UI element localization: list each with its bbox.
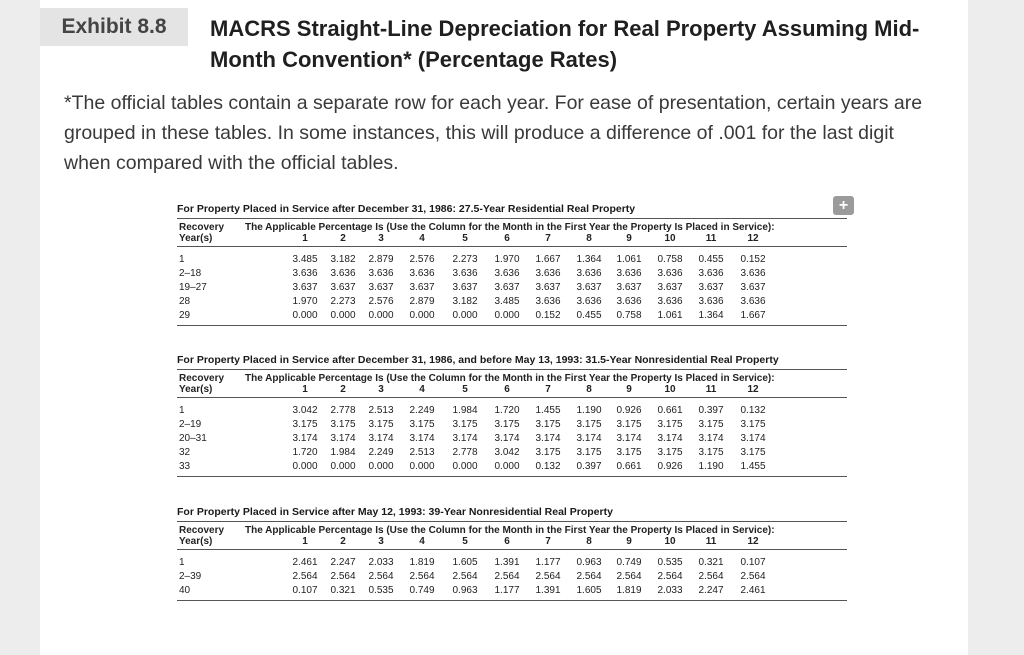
percentage-cell: 0.661: [616, 461, 642, 472]
percentage-cell: 1.720: [292, 447, 318, 458]
percentage-cell: 0.926: [657, 461, 683, 472]
month-header: 9: [626, 384, 632, 395]
month-header: 4: [419, 536, 425, 547]
month-header: 8: [586, 233, 592, 244]
percentage-cell: 3.175: [368, 419, 394, 430]
percentage-cell: 1.984: [330, 447, 356, 458]
percentage-cell: 3.174: [740, 433, 766, 444]
table-row: [177, 417, 847, 431]
month-header: 7: [545, 384, 551, 395]
month-header: 11: [705, 384, 717, 395]
month-header: 12: [747, 384, 759, 395]
percentage-cell: 1.605: [452, 557, 478, 568]
percentage-cell: 1.667: [740, 310, 766, 321]
table-27-5-year-residential: [177, 203, 847, 326]
percentage-cell: 2.576: [368, 296, 394, 307]
month-header: 5: [462, 233, 468, 244]
percentage-cell: 0.152: [740, 254, 766, 265]
recovery-year: 33: [179, 461, 191, 472]
table-header: [177, 522, 847, 550]
percentage-cell: 2.564: [535, 571, 561, 582]
recovery-year: 40: [179, 585, 191, 596]
percentage-cell: 3.636: [535, 296, 561, 307]
percentage-cell: 2.564: [740, 571, 766, 582]
table-row: [177, 308, 847, 322]
table-39-year-nonresidential: [177, 506, 847, 601]
percentage-cell: 0.000: [292, 310, 318, 321]
percentage-cell: 0.535: [368, 585, 394, 596]
percentage-cell: 3.175: [657, 447, 683, 458]
percentage-cell: 2.564: [698, 571, 724, 582]
exhibit-card: [40, 0, 968, 655]
recovery-label: Recovery: [179, 373, 225, 384]
month-header: 7: [545, 536, 551, 547]
percentage-cell: 1.667: [535, 254, 561, 265]
percentage-cell: 2.461: [740, 585, 766, 596]
percentage-cell: 3.174: [452, 433, 478, 444]
recovery-year: 2–18: [179, 268, 202, 279]
percentage-cell: 2.249: [368, 447, 394, 458]
table-header: [177, 219, 847, 247]
percentage-cell: 3.175: [535, 419, 561, 430]
percentage-cell: 0.963: [576, 557, 602, 568]
table-row: [177, 583, 847, 597]
table-row: [177, 280, 847, 294]
percentage-cell: 2.564: [452, 571, 478, 582]
percentage-cell: 3.174: [698, 433, 724, 444]
month-header: 9: [626, 233, 632, 244]
month-header: 7: [545, 233, 551, 244]
percentage-cell: 0.397: [698, 405, 724, 416]
percentage-cell: 3.637: [740, 282, 766, 293]
table-body: [177, 398, 847, 477]
percentage-cell: 3.175: [698, 419, 724, 430]
percentage-cell: 3.636: [740, 296, 766, 307]
recovery-year: 2–19: [179, 419, 202, 430]
percentage-cell: 0.000: [494, 310, 520, 321]
percentage-cell: 0.152: [535, 310, 561, 321]
percentage-cell: 0.000: [368, 461, 394, 472]
percentage-cell: 3.637: [452, 282, 478, 293]
percentage-cell: 0.535: [657, 557, 683, 568]
percentage-cell: 0.000: [368, 310, 394, 321]
percentage-cell: 1.819: [616, 585, 642, 596]
month-header: 6: [504, 384, 510, 395]
percentage-cell: 2.461: [292, 557, 318, 568]
table-title: For Property Placed in Service after December 31, 1986, and before May 13, 1993: 31.5-Year Nonresidential Real Property: [177, 354, 847, 370]
month-header: 12: [747, 233, 759, 244]
percentage-cell: 3.174: [292, 433, 318, 444]
percentage-cell: 3.175: [494, 419, 520, 430]
percentage-cell: 0.000: [452, 310, 478, 321]
percentage-cell: 3.637: [576, 282, 602, 293]
percentage-cell: 3.175: [535, 447, 561, 458]
month-header: 9: [626, 536, 632, 547]
percentage-cell: 1.364: [698, 310, 724, 321]
percentage-cell: 2.033: [657, 585, 683, 596]
percentage-cell: 3.175: [292, 419, 318, 430]
month-header: 5: [462, 536, 468, 547]
month-header: 6: [504, 536, 510, 547]
table-body: [177, 550, 847, 601]
table-row: [177, 555, 847, 569]
table-row: [177, 252, 847, 266]
month-header: 2: [340, 384, 346, 395]
percentage-cell: 3.174: [368, 433, 394, 444]
percentage-cell: 2.879: [409, 296, 435, 307]
month-header: 11: [705, 536, 717, 547]
percentage-cell: 1.061: [657, 310, 683, 321]
percentage-cell: 3.174: [330, 433, 356, 444]
percentage-cell: 3.175: [740, 447, 766, 458]
percentage-cell: 0.321: [330, 585, 356, 596]
table-row: [177, 459, 847, 473]
table-title: For Property Placed in Service after May 12, 1993: 39-Year Nonresidential Real Property: [177, 506, 847, 522]
month-header: 8: [586, 384, 592, 395]
percentage-cell: 3.485: [494, 296, 520, 307]
table-body: [177, 247, 847, 326]
percentage-cell: 2.576: [409, 254, 435, 265]
month-header: 6: [504, 233, 510, 244]
percentage-cell: 3.636: [494, 268, 520, 279]
recovery-label: Recovery: [179, 525, 225, 536]
recovery-year: 32: [179, 447, 191, 458]
percentage-cell: 3.175: [616, 447, 642, 458]
percentage-cell: 3.042: [494, 447, 520, 458]
percentage-cell: 0.132: [535, 461, 561, 472]
month-header: 4: [419, 233, 425, 244]
percentage-cell: 2.564: [292, 571, 318, 582]
percentage-cell: 3.175: [452, 419, 478, 430]
percentage-cell: 0.000: [452, 461, 478, 472]
percentage-cell: 0.000: [292, 461, 318, 472]
percentage-cell: 0.963: [452, 585, 478, 596]
percentage-cell: 2.513: [368, 405, 394, 416]
exhibit-label: Exhibit 8.8: [40, 8, 188, 46]
percentage-cell: 2.513: [409, 447, 435, 458]
percentage-cell: 3.636: [452, 268, 478, 279]
percentage-cell: 3.174: [576, 433, 602, 444]
percentage-cell: 1.970: [292, 296, 318, 307]
percentage-cell: 3.175: [330, 419, 356, 430]
percentage-cell: 3.182: [330, 254, 356, 265]
percentage-cell: 3.174: [494, 433, 520, 444]
percentage-cell: 3.636: [576, 268, 602, 279]
month-header: 10: [664, 233, 676, 244]
recovery-year: 1: [179, 557, 185, 568]
table-title: For Property Placed in Service after December 31, 1986: 27.5-Year Residential Real Property: [177, 203, 847, 219]
month-header: 1: [302, 384, 308, 395]
percentage-cell: 2.879: [368, 254, 394, 265]
applicable-percentage-label: The Applicable Percentage Is (Use the Column for the Month in the First Year the Property Is Placed in Service):: [245, 222, 775, 233]
table-row: [177, 431, 847, 445]
month-header: 1: [302, 536, 308, 547]
table-row: [177, 445, 847, 459]
recovery-year: 2–39: [179, 571, 202, 582]
percentage-cell: 1.190: [576, 405, 602, 416]
years-label: Year(s): [179, 536, 213, 547]
table-row: [177, 403, 847, 417]
percentage-cell: 3.637: [409, 282, 435, 293]
percentage-cell: 1.984: [452, 405, 478, 416]
percentage-cell: 0.132: [740, 405, 766, 416]
month-header: 10: [664, 384, 676, 395]
percentage-cell: 3.175: [657, 419, 683, 430]
percentage-cell: 3.636: [657, 296, 683, 307]
recovery-year: 1: [179, 405, 185, 416]
month-header: 2: [340, 536, 346, 547]
recovery-year: 29: [179, 310, 191, 321]
percentage-cell: 1.970: [494, 254, 520, 265]
percentage-cell: 3.636: [368, 268, 394, 279]
percentage-cell: 2.564: [409, 571, 435, 582]
table-row: [177, 569, 847, 583]
percentage-cell: 3.174: [616, 433, 642, 444]
recovery-year: 20–31: [179, 433, 207, 444]
month-header: 12: [747, 536, 759, 547]
percentage-cell: 1.391: [494, 557, 520, 568]
table-row: [177, 266, 847, 280]
exhibit-note: *The official tables contain a separate row for each year. For ease of presentation, certain years are grouped in these tables. In some instances, this will produce a difference of .001 for the last digit when compared with the official tables.: [64, 92, 923, 174]
percentage-cell: 3.174: [535, 433, 561, 444]
month-header: 8: [586, 536, 592, 547]
percentage-cell: 3.174: [657, 433, 683, 444]
percentage-cell: 3.637: [368, 282, 394, 293]
percentage-cell: 3.637: [616, 282, 642, 293]
percentage-cell: 3.175: [576, 419, 602, 430]
month-header: 11: [705, 233, 717, 244]
percentage-cell: 1.190: [698, 461, 724, 472]
percentage-cell: 2.564: [576, 571, 602, 582]
recovery-label: Recovery: [179, 222, 225, 233]
percentage-cell: 3.636: [616, 268, 642, 279]
percentage-cell: 3.636: [576, 296, 602, 307]
percentage-cell: 2.273: [330, 296, 356, 307]
percentage-cell: 2.564: [616, 571, 642, 582]
percentage-cell: 3.636: [657, 268, 683, 279]
recovery-year: 28: [179, 296, 191, 307]
percentage-cell: 0.000: [330, 461, 356, 472]
percentage-cell: 1.819: [409, 557, 435, 568]
percentage-cell: 3.175: [409, 419, 435, 430]
years-label: Year(s): [179, 384, 213, 395]
month-header: 10: [664, 536, 676, 547]
percentage-cell: 2.247: [330, 557, 356, 568]
percentage-cell: 1.455: [535, 405, 561, 416]
percentage-cell: 3.636: [330, 268, 356, 279]
percentage-cell: 0.758: [616, 310, 642, 321]
applicable-percentage-label: The Applicable Percentage Is (Use the Column for the Month in the First Year the Property Is Placed in Service):: [245, 373, 775, 384]
percentage-cell: 1.177: [494, 585, 520, 596]
percentage-cell: 0.661: [657, 405, 683, 416]
percentage-cell: 0.107: [292, 585, 318, 596]
percentage-cell: 3.636: [698, 268, 724, 279]
percentage-cell: 0.321: [698, 557, 724, 568]
month-header: 3: [378, 384, 384, 395]
percentage-cell: 3.182: [452, 296, 478, 307]
recovery-year: 19–27: [179, 282, 207, 293]
percentage-cell: 3.175: [616, 419, 642, 430]
percentage-cell: 3.175: [698, 447, 724, 458]
percentage-cell: 3.637: [657, 282, 683, 293]
recovery-year: 1: [179, 254, 185, 265]
percentage-cell: 2.564: [494, 571, 520, 582]
percentage-cell: 3.637: [330, 282, 356, 293]
percentage-cell: 1.605: [576, 585, 602, 596]
percentage-cell: 2.033: [368, 557, 394, 568]
percentage-cell: 3.636: [535, 268, 561, 279]
table-31-5-year-nonresidential: [177, 354, 847, 477]
percentage-cell: 3.637: [535, 282, 561, 293]
table-header: [177, 370, 847, 398]
exhibit-title: MACRS Straight-Line Depreciation for Real Property Assuming Mid-Month Convention* (Percentage Rates): [210, 16, 920, 72]
month-header: 5: [462, 384, 468, 395]
percentage-cell: 0.000: [409, 310, 435, 321]
percentage-cell: 3.485: [292, 254, 318, 265]
month-header: 4: [419, 384, 425, 395]
percentage-cell: 0.000: [409, 461, 435, 472]
percentage-cell: 3.174: [409, 433, 435, 444]
percentage-cell: 3.637: [292, 282, 318, 293]
percentage-cell: 0.455: [576, 310, 602, 321]
percentage-cell: 2.564: [330, 571, 356, 582]
percentage-cell: 2.564: [657, 571, 683, 582]
percentage-cell: 3.637: [698, 282, 724, 293]
percentage-cell: 3.636: [698, 296, 724, 307]
percentage-cell: 1.364: [576, 254, 602, 265]
percentage-cell: 2.249: [409, 405, 435, 416]
percentage-cell: 1.455: [740, 461, 766, 472]
percentage-cell: 0.000: [330, 310, 356, 321]
percentage-cell: 0.926: [616, 405, 642, 416]
percentage-cell: 3.175: [740, 419, 766, 430]
month-header: 1: [302, 233, 308, 244]
percentage-cell: 2.778: [452, 447, 478, 458]
percentage-cell: 2.247: [698, 585, 724, 596]
month-header: 3: [378, 233, 384, 244]
table-row: [177, 294, 847, 308]
applicable-percentage-label: The Applicable Percentage Is (Use the Column for the Month in the First Year the Property Is Placed in Service):: [245, 525, 775, 536]
percentage-cell: 2.564: [368, 571, 394, 582]
percentage-cell: 0.758: [657, 254, 683, 265]
percentage-cell: 1.391: [535, 585, 561, 596]
years-label: Year(s): [179, 233, 213, 244]
percentage-cell: 0.749: [409, 585, 435, 596]
month-header: 3: [378, 536, 384, 547]
percentage-cell: 0.107: [740, 557, 766, 568]
percentage-cell: 3.636: [292, 268, 318, 279]
percentage-cell: 2.273: [452, 254, 478, 265]
percentage-cell: 1.720: [494, 405, 520, 416]
month-header: 2: [340, 233, 346, 244]
percentage-cell: 3.636: [616, 296, 642, 307]
percentage-cell: 0.397: [576, 461, 602, 472]
percentage-cell: 3.636: [740, 268, 766, 279]
percentage-cell: 3.637: [494, 282, 520, 293]
percentage-cell: 3.175: [576, 447, 602, 458]
expand-plus-button[interactable]: +: [833, 196, 854, 215]
percentage-cell: 0.000: [494, 461, 520, 472]
percentage-cell: 1.061: [616, 254, 642, 265]
percentage-cell: 0.749: [616, 557, 642, 568]
percentage-cell: 3.042: [292, 405, 318, 416]
percentage-cell: 3.636: [409, 268, 435, 279]
percentage-cell: 1.177: [535, 557, 561, 568]
percentage-cell: 0.455: [698, 254, 724, 265]
percentage-cell: 2.778: [330, 405, 356, 416]
